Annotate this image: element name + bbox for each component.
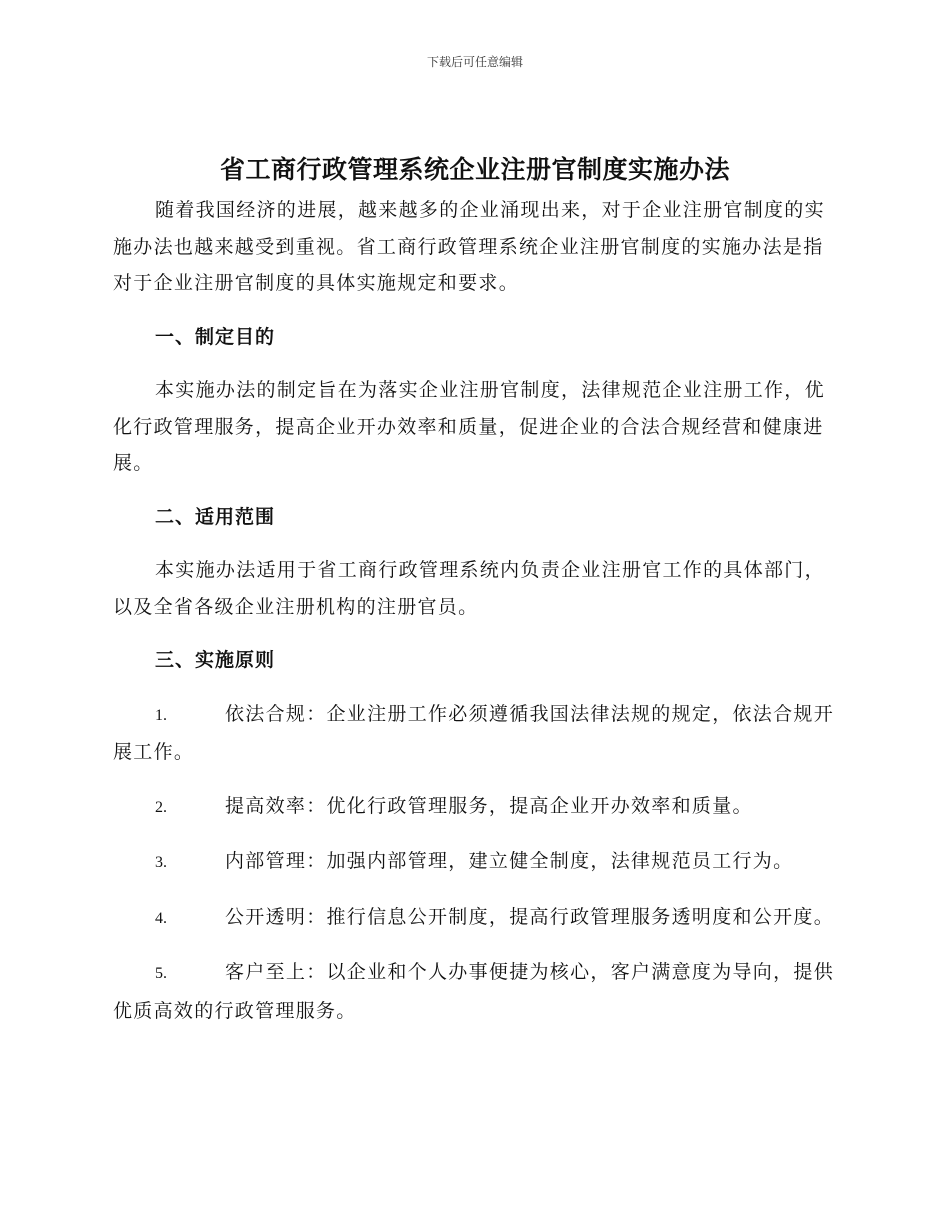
- section-heading-scope: 二、适用范围: [155, 505, 276, 528]
- section-body-purpose: 本实施办法的制定旨在为落实企业注册官制度，法律规范企业注册工作，优化行政管理服务，提高企业开办效率和质量，促进企业的合法合规经营和健康进展。: [113, 379, 825, 474]
- principle-number: 2.: [155, 798, 167, 816]
- principle-text: 提高效率：优化行政管理服务，提高企业开办效率和质量。: [225, 794, 753, 817]
- principle-text: 公开透明：推行信息公开制度，提高行政管理服务透明度和公开度。: [225, 905, 835, 928]
- principle-number: 4.: [155, 909, 167, 927]
- principle-number: 5.: [155, 965, 167, 982]
- section-body-scope: 本实施办法适用于省工商行政管理系统内负责企业注册官工作的具体部门，以及全省各级企业注册机构的注册官员。: [113, 559, 825, 618]
- principle-number: 1.: [155, 706, 167, 724]
- principle-item: [113, 696, 835, 771]
- principle-item: [113, 954, 835, 1029]
- document-title: 省工商行政管理系统企业注册官制度实施办法: [219, 155, 730, 184]
- section-heading-purpose: 一、制定目的: [155, 325, 276, 348]
- principle-number: 3.: [155, 854, 167, 871]
- principle-text: 客户至上：以企业和个人办事便捷为核心，客户满意度为导向，提供优质高效的行政管理服务。: [113, 961, 835, 1022]
- principle-text: 内部管理：加强内部管理，建立健全制度，法律规范员工行为。: [225, 850, 794, 872]
- section-heading-principles: 三、实施原则: [155, 649, 276, 671]
- page-header-note: 下载后可任意编辑: [426, 55, 523, 69]
- principle-item: [113, 843, 835, 882]
- principle-item: [113, 788, 835, 827]
- document-body: [113, 192, 835, 1046]
- principle-text: 依法合规：企业注册工作必须遵循我国法律法规的规定，依法合规开展工作。: [113, 702, 835, 763]
- intro-paragraph: 随着我国经济的进展，越来越多的企业涌现出来，对于企业注册官制度的实施办法也越来越受到重视。省工商行政管理系统企业注册官制度的实施办法是指对于企业注册官制度的具体实施规定和要求。: [113, 199, 825, 294]
- principle-item: [113, 899, 835, 938]
